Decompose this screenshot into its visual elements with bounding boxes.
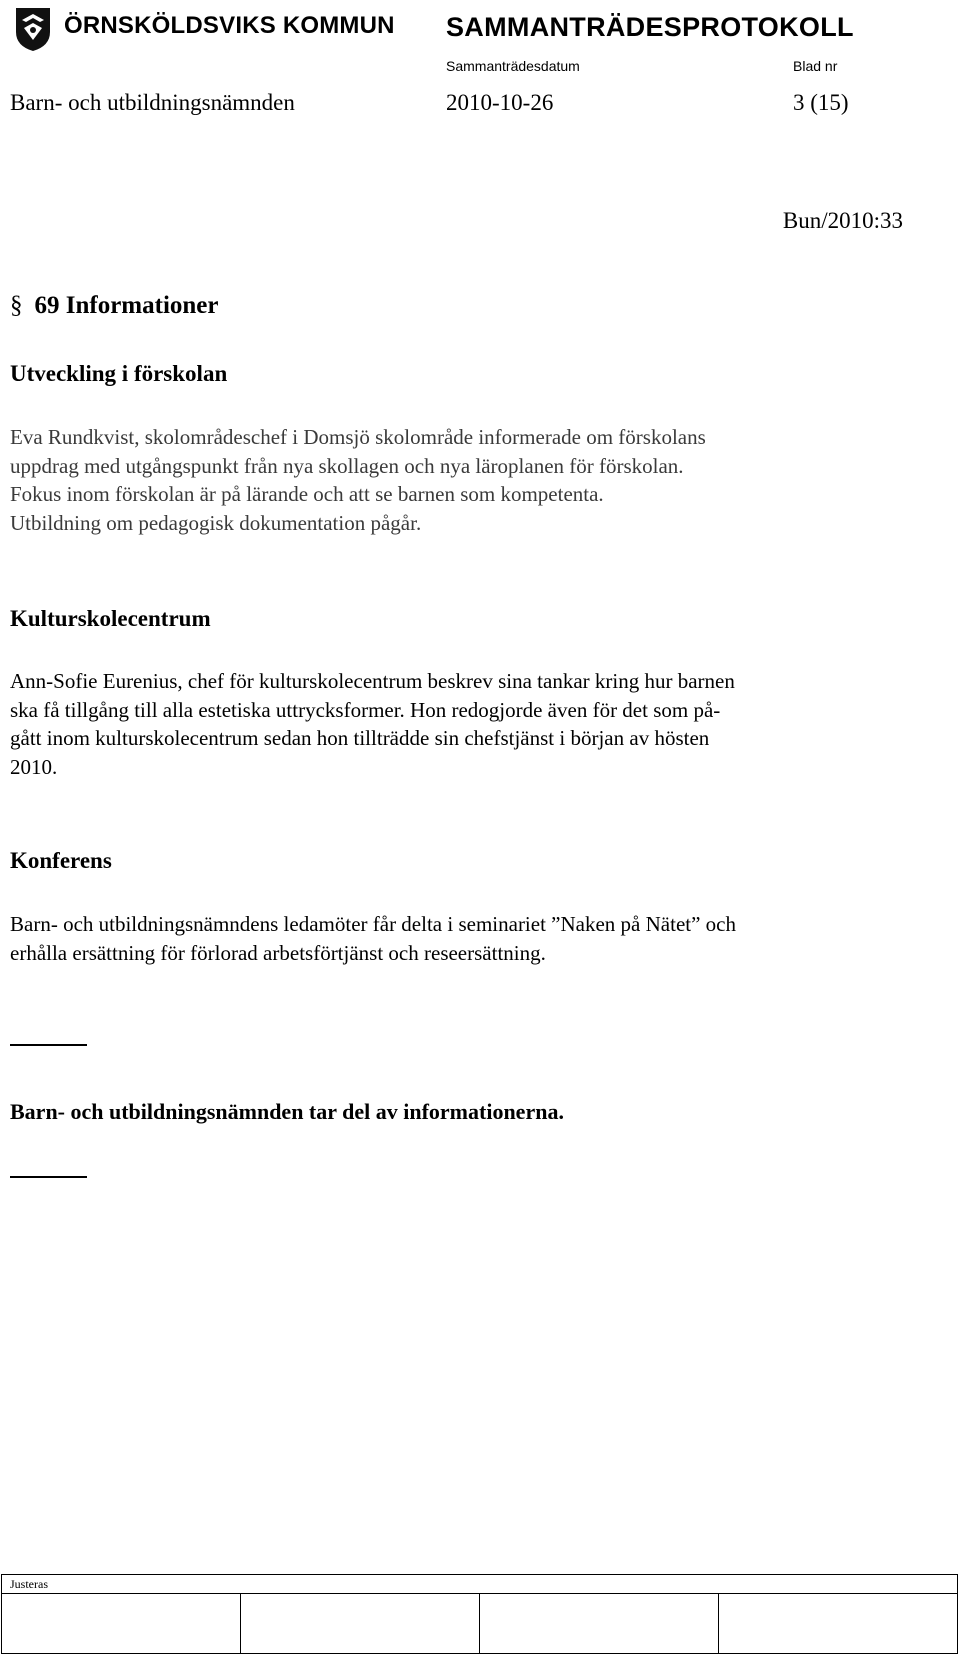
item-heading-forskolan: Utveckling i förskolan (10, 361, 228, 386)
signature-table (1, 1574, 958, 1654)
item-heading-konferens: Konferens (10, 848, 112, 873)
case-number: Bun/2010:33 (782, 208, 903, 233)
municipal-crest-icon (14, 6, 52, 52)
body-line: uppdrag med utgångspunkt från nya skollagen och nya läroplanen för förskolan. (10, 453, 684, 478)
paragraph-symbol: § (10, 292, 23, 319)
signature-box[interactable] (480, 1594, 719, 1654)
committee-name: Barn- och utbildningsnämnden (10, 90, 295, 115)
page-number-label: Blad nr (793, 58, 838, 74)
signature-box[interactable] (719, 1594, 958, 1654)
item-heading-kulturskolecentrum: Kulturskolecentrum (10, 606, 211, 631)
signature-boxes-row (2, 1594, 958, 1654)
divider (10, 1044, 87, 1046)
page-number: 3 (15) (793, 90, 849, 115)
body-line: erhålla ersättning för förlorad arbetsförtjänst och reseersättning. (10, 940, 546, 965)
body-line: 2010. (10, 754, 58, 779)
decision-text: Barn- och utbildningsnämnden tar del av informationerna. (10, 1099, 564, 1124)
divider (10, 1176, 87, 1178)
justeras-label: Justeras (10, 1577, 48, 1591)
body-line: Ann-Sofie Eurenius, chef för kulturskolecentrum beskrev sina tankar kring hur barnen (10, 669, 735, 693)
body-line: Fokus inom förskolan är på lärande och att se barnen som kompetenta. (10, 482, 604, 506)
signature-box[interactable] (2, 1594, 241, 1654)
item-body-forskolan (10, 423, 706, 537)
section-title (10, 292, 219, 320)
justeras-cell (2, 1575, 958, 1594)
signature-box[interactable] (241, 1594, 480, 1654)
municipality-name: ÖRNSKÖLDSVIKS KOMMUN (64, 12, 395, 39)
body-line: gått inom kulturskolecentrum sedan hon tillträdde sin chefstjänst i början av hösten (10, 726, 710, 750)
section-number-title: 69 Informationer (34, 292, 219, 319)
signature-label-row (2, 1575, 958, 1594)
meeting-date-label: Sammanträdesdatum (446, 58, 580, 74)
item-body-kulturskolecentrum (10, 667, 735, 781)
document-title: SAMMANTRÄDESPROTOKOLL (446, 12, 854, 42)
item-body-konferens (10, 910, 736, 967)
body-line: Utbildning om pedagogisk dokumentation pågår. (10, 510, 422, 535)
body-line: Eva Rundkvist, skolområdeschef i Domsjö skolområde informerade om förskolans (10, 425, 706, 449)
body-line: Barn- och utbildningsnämndens ledamöter får delta i seminariet ”Naken på Nätet” och (10, 912, 736, 936)
meeting-date: 2010-10-26 (446, 90, 554, 115)
body-line: ska få tillgång till alla estetiska uttrycksformer. Hon redogjorde även för det som på- (10, 697, 721, 722)
